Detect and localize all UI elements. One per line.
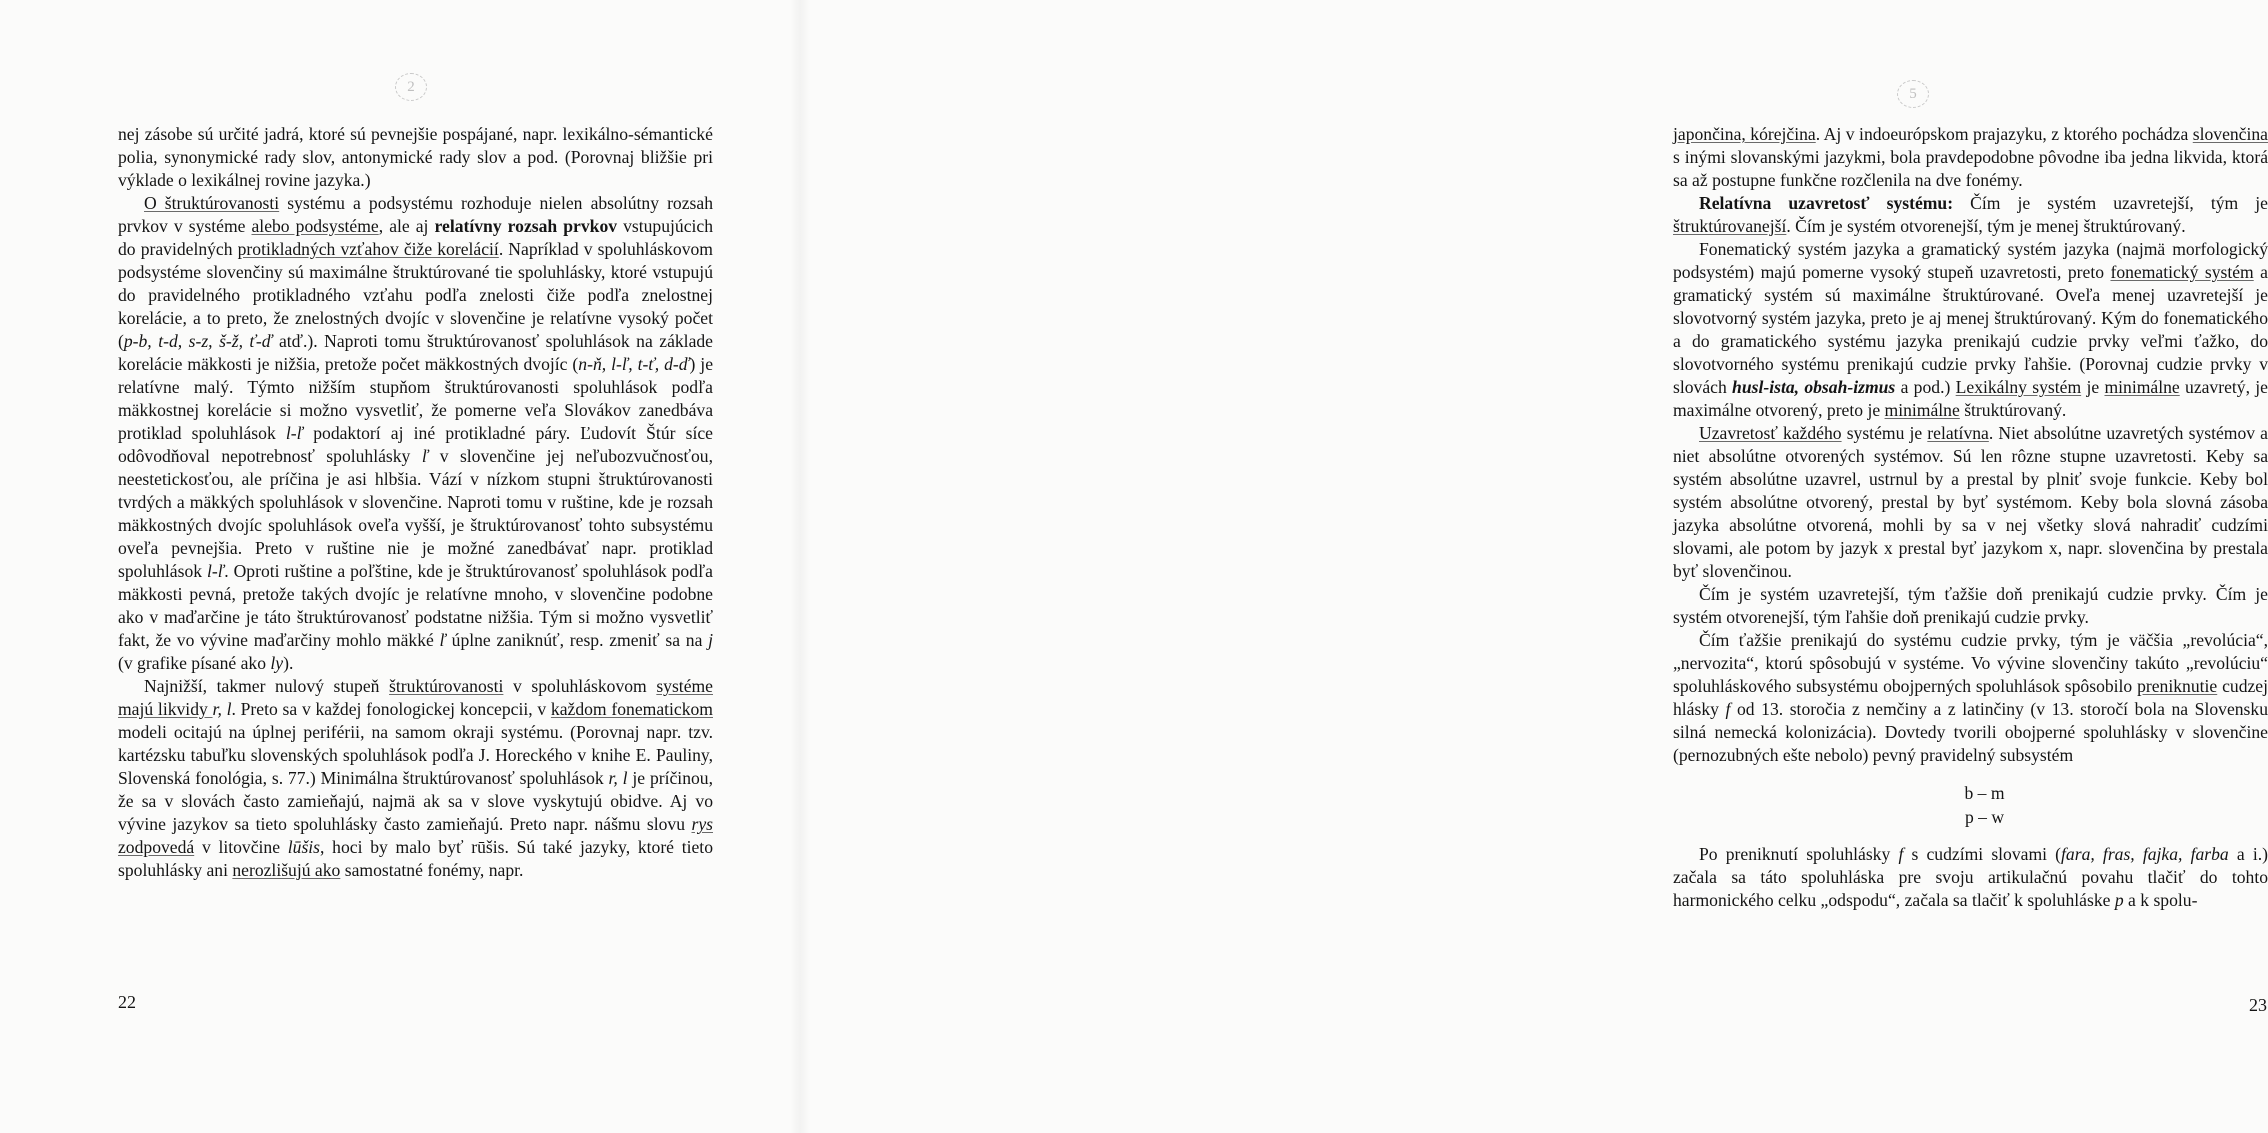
right-page-text — [1673, 123, 2268, 912]
text-run: Relatívna uzavretosť systému: — [1699, 193, 1954, 213]
text-run: nej zásobe sú určité jadrá, ktoré sú pevnejšie pospájané, napr. lexikálno-sémantické polia, synonymické rady slov, antonymické rady slov a pod. (Porovnaj bližšie pri výklade o lexikálnej rovine jazyka.) — [118, 124, 713, 190]
text-run: p — [2114, 890, 2124, 910]
text-run: v slovenčine jej neľubozvučnosťou, neestetickosťou, ale príčina je asi hlbšia. Vází v nízkom stupni štruktúrovanosti tvrdých a mäkkých spoluhlások v slovenčine. Naproti tomu v ruštine, kde je rozsah mäkkostných dvojíc spoluhlások oveľa vyšší, je štruktúrovanosť tohto subsystému oveľa pevnejšia. Preto v ruštine nie je možné zanedbávať napr. protiklad spoluhlások — [118, 446, 713, 581]
text-run: ) je relatívne malý. Týmto nižším stupňom štruktúrovanosti spoluhlások podľa mäkkostnej korelácie si možno vysvetliť, že pomerne veľa Slovákov zanedbáva protiklad spoluhlások — [118, 354, 713, 443]
text-run: v litovčine — [194, 837, 288, 857]
text-run: a k spolu- — [2123, 890, 2198, 910]
text-run: je — [2081, 377, 2105, 397]
text-run: v spoluhláskovom — [503, 676, 657, 696]
text-run: cudzej hlásky — [1673, 676, 2268, 719]
text-run: l-ľ — [207, 561, 225, 581]
text-run: . Niet absolútne uzavretých systémov a niet absolútne otvorených systémov. Sú len rôzne stupne uzavretosti. Keby sa systém absolútne uzavrel, ustrnul by a prestal by plniť svoje funkcie. Keby bol systém absolútne otvorený, prestal by byť systémom. Keby bola slovná zásoba jazyka absolútne otvorená, mohli by sa v nej všetky slová nahradiť cudzími slovami, ale potom by jazyk x prestal byť jazykom x, napr. slovenčina by prestala byť slovenčinou. — [1673, 423, 2268, 581]
text-run: štruktúrovaný. — [1959, 400, 2067, 420]
text-run: fara, fras, fajka, farba — [2061, 844, 2229, 864]
text-run: . Napríklad v spoluhláskovom podsystéme slovenčiny sú maximálne štruktúrované tie spoluhlásky, ktoré vstupujú do pravidelného protikladného vzťahu podľa znelosti čiže podľa znelostnej korelácie, a to preto, že znelostných dvojíc v slovenčine je relatívne vysoký počet ( — [118, 239, 713, 351]
text-run: uzavretý, je maximálne otvorený, preto je — [1673, 377, 2268, 420]
text-run: r, l — [212, 699, 232, 719]
text-run: f — [1898, 844, 1904, 864]
text-run: protikladných vzťahov čiže korelácií — [237, 239, 499, 259]
text-run: relatívna — [1927, 423, 1989, 443]
formula-line-2: p – w — [1964, 807, 2005, 827]
text-run: minimálne — [1884, 400, 1960, 420]
text-run: úplne zaniknúť, resp. zmeniť sa na — [445, 630, 709, 650]
text-run: systému je — [1841, 423, 1928, 443]
right-paragraph-6 — [1673, 629, 2268, 767]
text-run: Najnižší, takmer nulový stupeň — [144, 676, 390, 696]
text-run: . Oproti ruštine a poľštine, kde je štruktúrovanosť spoluhlások podľa mäkkosti pevná, pretože takých dvojíc je relatívne mnoho, v slovenčine podobne ako v maďarčine je táto štruktúrovanosť podstatne nižšia. Tým si možno vysvetliť fakt, že vo vývine maďarčiny mohlo mäkké — [118, 561, 713, 650]
formula-line-1: b – m — [1964, 783, 2005, 803]
text-run: a gramatický systém sú maximálne štruktúrované. Oveľa menej uzavretejší je slovotvorný systém jazyka, preto je aj menej štruktúrovaný. Kým do fonematického a do gramatického systému jazyka prenikajú cudzie prvky veľmi ťažko, do slovotvorného systému prenikajú cudzie prvky ľahšie. (Porovnaj cudzie prvky v slovách — [1673, 262, 2268, 397]
text-run: štruktúrovanejší — [1673, 216, 1787, 236]
right-paragraph-4 — [1673, 422, 2268, 583]
text-run: n-ň, l-ľ, t-ť, d-ď — [578, 354, 690, 374]
text-run: . Aj v indoeurópskom prajazyku, z ktorého pochádza — [1815, 124, 2193, 144]
text-run: atď.). Naproti tomu štruktúrovanosť spoluhlások na základe korelácie mäkkosti je nižšia, pretože počet mäkkostných dvojíc ( — [118, 331, 713, 374]
text-run: l-ľ — [285, 423, 304, 443]
right-paragraph-2 — [1673, 192, 2268, 238]
text-run: . Preto sa v každej fonologickej koncepcii, v — [231, 699, 551, 719]
text-run: ). — [283, 653, 294, 673]
page-stamp-right: 5 — [1897, 80, 1929, 108]
page-number-right: 23 — [2249, 995, 2267, 1015]
text-run: relatívny rozsah prvkov — [434, 216, 618, 236]
text-run: alebo podsystéme — [251, 216, 379, 236]
text-run: Čím ťažšie prenikajú do systému cudzie prvky, tým je väčšia „revolúcia“, „nervozita“, ktorú spôsobujú v systéme. Vo vývine slovenčiny takúto „revolúciu“ spoluhláskového subsystému obojperných spoluhlások spôsobilo — [1673, 630, 2268, 696]
text-run: j — [708, 630, 713, 650]
text-run: japončina, kórejčina — [1673, 124, 1816, 144]
text-run: Uzavretosť každého — [1699, 423, 1842, 443]
text-run: ľ — [421, 446, 429, 466]
text-run: modeli ocitajú na úplnej periférii, na samom okraji systému. (Porovnaj napr. tzv. kartézsku tabuľku slovenských spoluhlások podľa J. Horeckého v knihe E. Pauliny, Slovenská fonológia, s. 77.) Minimálna štruktúrovanosť spoluhlások — [118, 722, 713, 788]
right-page — [800, 0, 2268, 1133]
text-run: husl-ista, obsah-izmus — [1732, 377, 1896, 397]
text-run: Fonematický systém jazyka a gramatický systém jazyka (najmä morfologický podsystém) majú pomerne vysoký stupeň uzavretosti, preto — [1673, 239, 2268, 282]
text-run: samostatné fonémy, napr. — [340, 860, 524, 880]
text-run: ly — [270, 653, 284, 673]
text-run: , ale aj — [378, 216, 435, 236]
left-paragraph-1 — [118, 123, 713, 192]
text-run: podaktorí aj iné protikladné páry. Ľudovít Štúr síce odôvodňoval nepotrebnosť spoluhlásky — [118, 423, 713, 466]
text-run: r, l — [608, 768, 628, 788]
text-run: fonematický systém — [2110, 262, 2254, 282]
text-run: systému a podsystému rozhoduje nielen absolútny rozsah prvkov v systéme — [118, 193, 713, 236]
left-page-text — [118, 123, 713, 882]
left-paragraph-2 — [118, 192, 713, 675]
text-run: f — [1725, 699, 1731, 719]
text-run: O štruktúrovanosti — [144, 193, 280, 213]
text-run: a i.) začala sa táto spoluhláska pre svoju artikulačnú povahu tlačiť do tohto harmonického celku „odspodu“, začala sa tlačiť k spoluhláske — [1673, 844, 2268, 910]
text-run: Po preniknutí spoluhlásky — [1699, 844, 1899, 864]
text-run: , hoci by malo byť rūšis. Sú také jazyky, ktoré tieto spoluhlásky ani — [118, 837, 713, 880]
text-run: je príčinou, že sa v slovách často zamieňajú, najmä ak sa v slove vyskytujú obidve. Aj vo vývine jazykov sa tieto spoluhlásky často zamieňajú. Preto napr. nášmu slovu — [118, 768, 713, 834]
text-run: minimálne — [2104, 377, 2180, 397]
text-run: štruktúrovanosti — [389, 676, 504, 696]
text-run: každom fonematickom — [550, 699, 713, 719]
text-run: ľ — [439, 630, 446, 650]
text-run: vstupujúcich do pravidelných — [118, 216, 714, 259]
consonant-formula — [1673, 781, 2268, 829]
text-run: systéme majú likvidy — [118, 676, 713, 719]
text-run: zodpovedá — [118, 837, 195, 857]
text-run: nerozlišujú ako — [232, 860, 341, 880]
left-page — [0, 0, 800, 1133]
page-stamp-left: 2 — [395, 73, 427, 101]
right-paragraph-3 — [1673, 238, 2268, 422]
text-run: lūšis — [287, 837, 321, 857]
text-run: Čím je systém uzavretejší, tým je — [1953, 193, 2268, 213]
text-run: slovenčina — [2192, 124, 2268, 144]
text-run: . Čím je systém otvorenejší, tým je menej štruktúrovaný. — [1786, 216, 2186, 236]
text-run: rys — [691, 814, 713, 834]
page-number-left: 22 — [118, 992, 136, 1012]
text-run: (v grafike písané ako — [118, 653, 271, 673]
right-paragraph-7 — [1673, 843, 2268, 912]
text-run: a pod.) — [1895, 377, 1956, 397]
text-run: p-b, t-d, s-z, š-ž, ť-ď — [123, 331, 273, 351]
left-paragraph-3 — [118, 675, 713, 882]
text-run: od 13. storočia z nemčiny a z latinčiny (v 13. storočí bola na Slovensku silná nemecká kolonizácia). Dovtedy tvorili obojperné spoluhlásky v slovenčine (pernozubných ešte nebolo) pevný pravidelný subsystém — [1673, 699, 2268, 765]
text-run: s cudzími slovami ( — [1903, 844, 2062, 864]
text-run: preniknutie — [2137, 676, 2218, 696]
text-run: Čím je systém uzavretejší, tým ťažšie doň prenikajú cudzie prvky. Čím je systém otvorenejší, tým ľahšie doň prenikajú cudzie prvky. — [1673, 584, 2268, 627]
right-paragraph-1 — [1673, 123, 2268, 192]
text-run: Lexikálny systém — [1955, 377, 2082, 397]
right-paragraph-5 — [1673, 583, 2268, 629]
text-run: s inými slovanskými jazykmi, bola pravdepodobne pôvodne iba jedna likvida, ktorá sa až postupne funkčne rozčlenila na dve fonémy. — [1673, 147, 2268, 190]
